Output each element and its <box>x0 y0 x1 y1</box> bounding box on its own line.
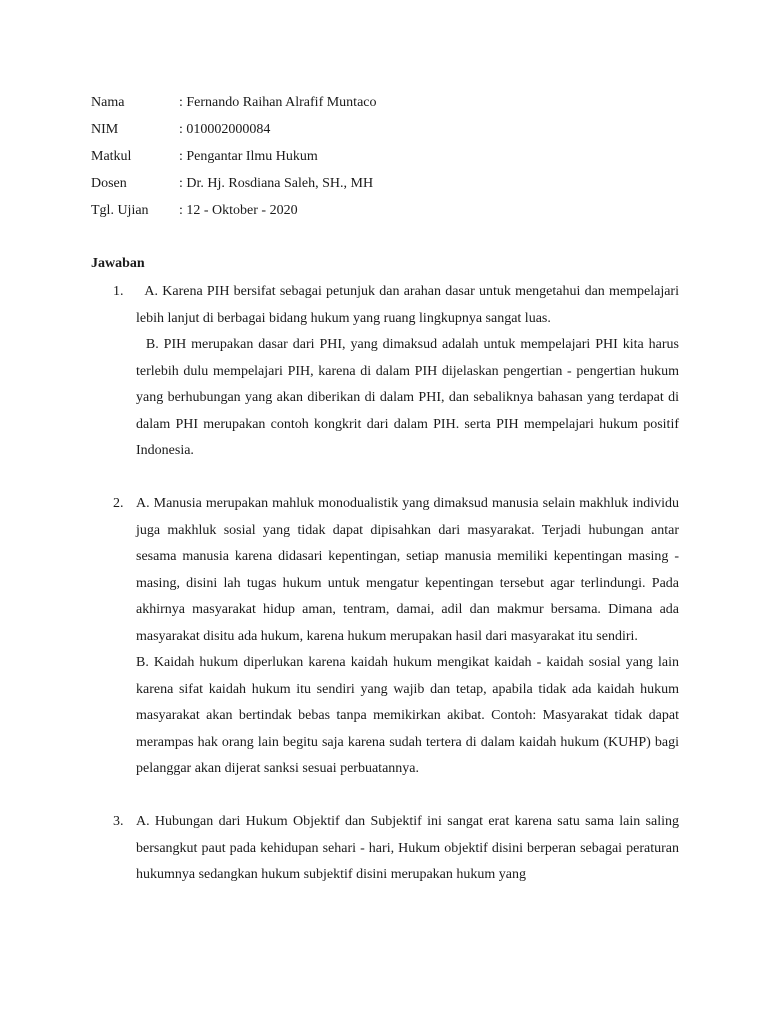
info-label: Nama <box>91 95 125 110</box>
info-label: NIM <box>91 122 119 137</box>
answer-paragraph: A. Hubungan dari Hukum Objektif dan Subjektif ini sangat erat karena satu sama lain saling bersangkut paut pada kehidupan sehari - hari, Hukum objektif disini berperan sebagai peraturan hukumnya sedangkan hukum subjektif disini merupakan hukum yang <box>136 814 679 882</box>
info-value: : 010002000084 <box>179 122 271 137</box>
info-row-tgl-ujian <box>91 200 377 227</box>
info-row-dosen <box>91 173 377 200</box>
info-label: Tgl. Ujian <box>91 203 149 218</box>
answer-item-3 <box>91 809 679 889</box>
info-label: Dosen <box>91 176 127 191</box>
info-row-nim <box>91 119 377 146</box>
answer-paragraph: B. Kaidah hukum diperlukan karena kaidah hukum mengikat kaidah - kaidah sosial yang lain karena sifat kaidah hukum itu sendiri yang wajib dan tetap, apabila tidak ada kaidah hukum masyarakat akan bertindak bebas tanpa memikirkan akibat. Contoh: Masyarakat tidak dapat merampas hak orang lain begitu saja karena sudah tertera di dalam kaidah hukum (KUHP) bagi pelanggar akan dijerat sanksi sesuai perbuatannya. <box>136 655 679 776</box>
item-number: 1. <box>113 284 124 299</box>
answer-list <box>91 279 679 889</box>
info-value: : Fernando Raihan Alrafif Muntaco <box>179 95 377 110</box>
answer-paragraph: A. Karena PIH bersifat sebagai petunjuk dan arahan dasar untuk mengetahui dan mempelajari lebih lanjut di berbagai bidang hukum yang ruang lingkupnya sangat luas. <box>136 284 679 326</box>
info-row-matkul <box>91 146 377 173</box>
item-number: 3. <box>113 814 124 829</box>
info-value: : Dr. Hj. Rosdiana Saleh, SH., MH <box>179 176 374 191</box>
item-number: 2. <box>113 496 124 511</box>
answer-item-1 <box>91 279 679 465</box>
student-info <box>91 92 377 227</box>
info-value: : Pengantar Ilmu Hukum <box>179 149 318 164</box>
info-value: : 12 - Oktober - 2020 <box>179 203 298 218</box>
spacer <box>91 465 679 492</box>
answers-heading: Jawaban <box>91 256 145 271</box>
spacer <box>91 783 679 810</box>
answer-item-2 <box>91 491 679 783</box>
info-label: Matkul <box>91 149 132 164</box>
answer-paragraph: B. PIH merupakan dasar dari PHI, yang dimaksud adalah untuk mempelajari PHI kita harus terlebih dulu mempelajari PIH, karena di dalam PIH dijelaskan pengertian - pengertian hukum yang berhubungan yang akan diberikan di dalam PHI, dan sebaliknya bahasan yang terdapat di dalam PHI merupakan contoh kongkrit dari dalam PIH. serta PIH mempelajari hukum positif Indonesia. <box>136 337 679 458</box>
answer-paragraph: A. Manusia merupakan mahluk monodualistik yang dimaksud manusia selain makhluk individu juga makhluk sosial yang tidak dapat dipisahkan dari masyarakat. Terjadi hubungan antar sesama manusia karena didasari kepentingan, setiap manusia memiliki kepentingan masing - masing, disini lah tugas hukum untuk mengatur kepentingan tersebut agar terlindungi. Pada akhirnya masyarakat hidup aman, tentram, damai, adil dan makmur bersama. Dimana ada masyarakat disitu ada hukum, karena hukum merupakan hasil dari masyarakat itu sendiri. <box>136 496 679 644</box>
info-row-nama <box>91 92 377 119</box>
